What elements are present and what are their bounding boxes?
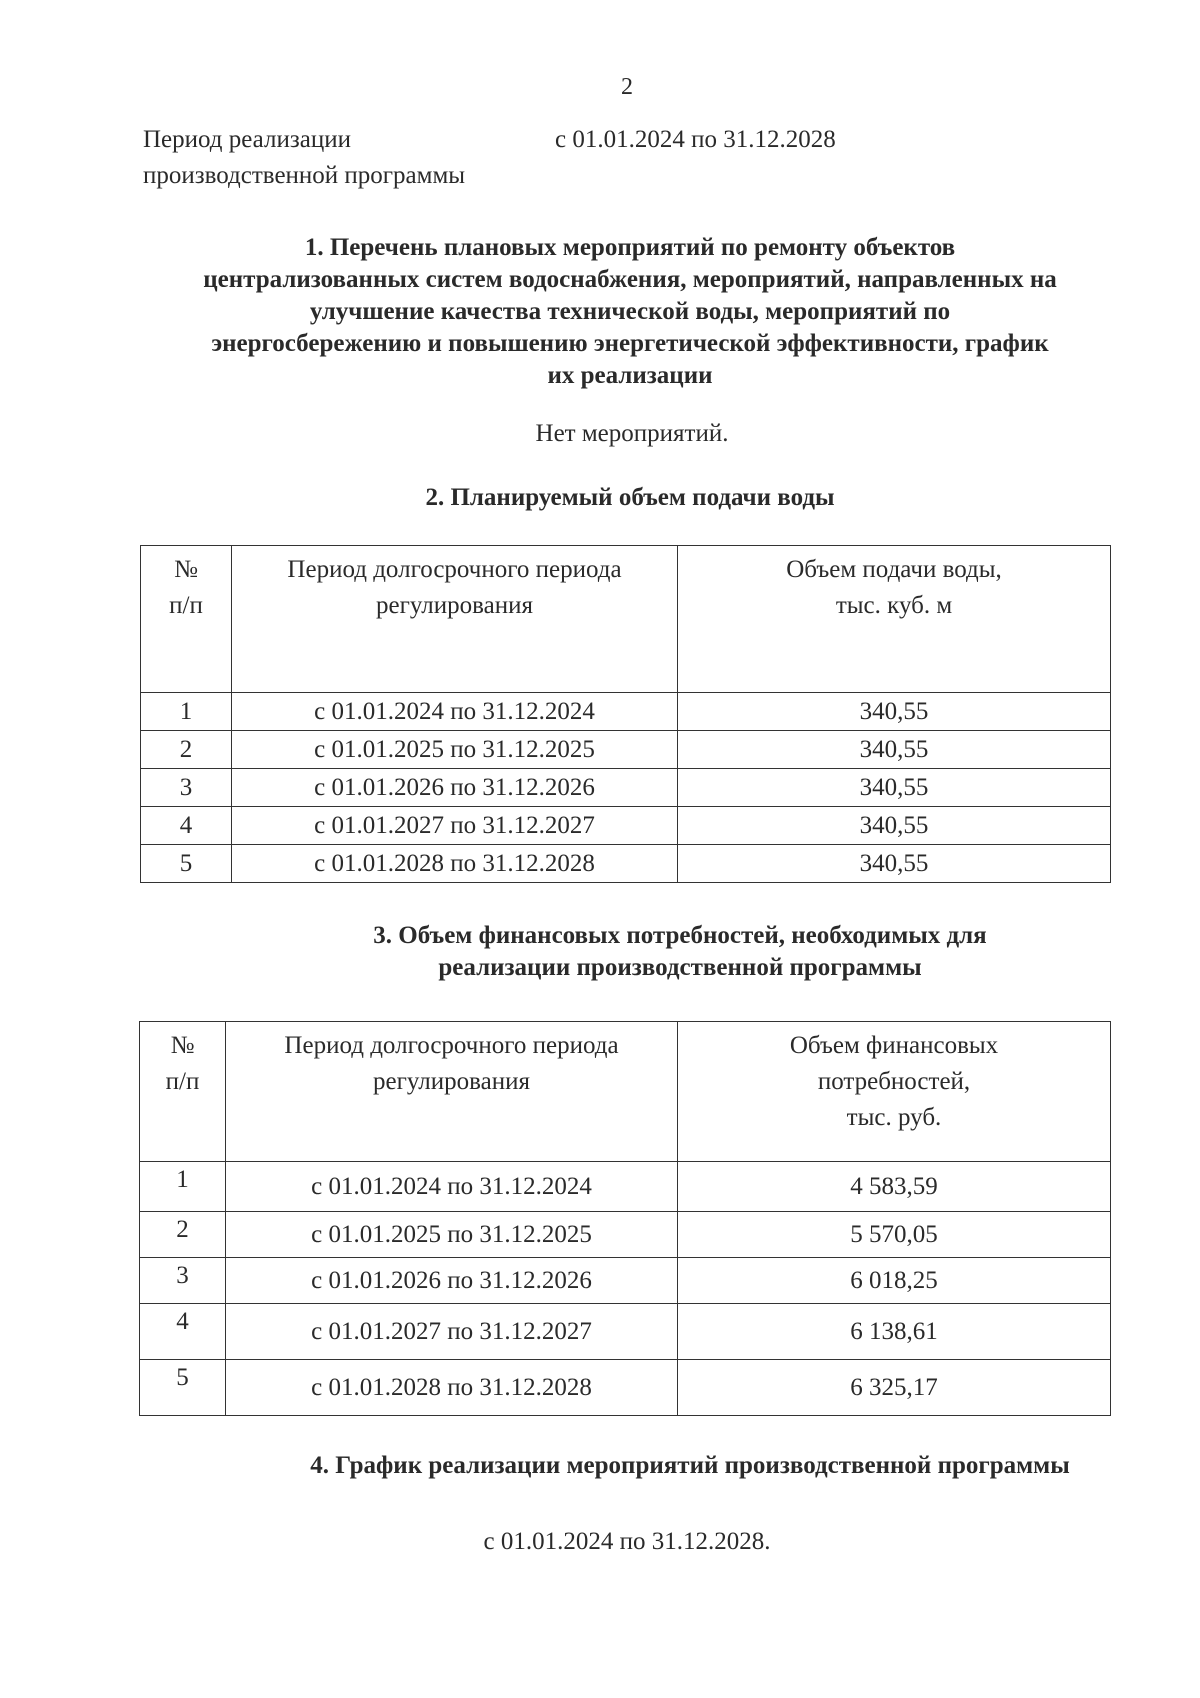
row-value: 5 570,05 (678, 1212, 1111, 1258)
row-value: 6 325,17 (678, 1360, 1111, 1416)
section1-title (120, 232, 1140, 392)
section1-text: Нет мероприятий. (535, 420, 729, 447)
row-value: 340,55 (678, 845, 1111, 883)
table-row (141, 731, 1111, 769)
section1-title-line: 1. Перечень плановых мероприятий по ремонту объектов (304, 234, 956, 261)
row-period: с 01.01.2025 по 31.12.2025 (232, 731, 678, 769)
section1-title-line: централизованных систем водоснабжения, мероприятий, направленных на (203, 266, 1057, 293)
row-value: 340,55 (678, 731, 1111, 769)
row-value: 6 018,25 (678, 1258, 1111, 1304)
section3-title (170, 920, 1190, 984)
header-num-line1: № (170, 1032, 195, 1059)
row-period: с 01.01.2027 по 31.12.2027 (232, 807, 678, 845)
header-num-line1: № (174, 556, 198, 583)
table-row (140, 1258, 1111, 1304)
header-value-line1: Объем финансовых (789, 1032, 999, 1059)
row-period: с 01.01.2025 по 31.12.2025 (226, 1212, 678, 1258)
header-value (678, 546, 1111, 693)
header-value-line2: потребностей, (817, 1068, 971, 1095)
table-header-row (140, 1022, 1111, 1162)
row-num: 3 (140, 1258, 226, 1304)
row-num: 3 (141, 769, 232, 807)
table-row (141, 693, 1111, 731)
header-period-line1: Период долгосрочного периода (284, 1032, 619, 1059)
header-num-line2: п/п (169, 592, 203, 619)
row-num: 5 (141, 845, 232, 883)
row-value: 340,55 (678, 693, 1111, 731)
section3-title-line2: реализации производственной программы (438, 954, 922, 981)
section1-title-line: улучшение качества технической воды, мероприятий по (309, 298, 951, 325)
header-value-line1: Объем подачи воды, (786, 556, 1002, 583)
row-value: 340,55 (678, 807, 1111, 845)
table-row (141, 845, 1111, 883)
header-value-line2: тыс. куб. м (835, 592, 953, 619)
header-period-line1: Период долгосрочного периода (287, 556, 622, 583)
period-label-line2: производственной программы (143, 162, 466, 189)
table-row (140, 1304, 1111, 1360)
section4-text: с 01.01.2024 по 31.12.2028. (483, 1528, 771, 1555)
row-value: 6 138,61 (678, 1304, 1111, 1360)
row-period: с 01.01.2028 по 31.12.2028 (232, 845, 678, 883)
row-num: 1 (141, 693, 232, 731)
header-period-line2: регулирования (373, 1068, 530, 1095)
period-label-line1: Период реализации (143, 126, 351, 153)
table-row (140, 1162, 1111, 1212)
header-period (232, 546, 678, 693)
water-volume-table (140, 545, 1111, 883)
table-row (141, 769, 1111, 807)
row-period: с 01.01.2024 по 31.12.2024 (226, 1162, 678, 1212)
section4-title: 4. График реализации мероприятий производственной программы (310, 1452, 1070, 1479)
financial-needs-table (139, 1021, 1111, 1416)
row-period: с 01.01.2027 по 31.12.2027 (226, 1304, 678, 1360)
row-period: с 01.01.2026 по 31.12.2026 (232, 769, 678, 807)
header-value-line3: тыс. руб. (846, 1104, 942, 1131)
row-num: 1 (140, 1162, 226, 1212)
row-value: 340,55 (678, 769, 1111, 807)
row-num: 4 (141, 807, 232, 845)
row-num: 2 (140, 1212, 226, 1258)
period-label (143, 122, 465, 194)
row-num: 2 (141, 731, 232, 769)
row-num: 4 (140, 1304, 226, 1360)
header-value (678, 1022, 1111, 1162)
section2-title: 2. Планируемый объем подачи воды (425, 484, 835, 511)
section3-title-line1: 3. Объем финансовых потребностей, необходимых для (373, 922, 987, 949)
row-period: с 01.01.2024 по 31.12.2024 (232, 693, 678, 731)
section1-title-line: их реализации (547, 362, 713, 389)
header-period-line2: регулирования (376, 592, 533, 619)
table-row (141, 807, 1111, 845)
period-value: с 01.01.2024 по 31.12.2028 (555, 126, 836, 153)
row-period: с 01.01.2026 по 31.12.2026 (226, 1258, 678, 1304)
table-row (140, 1212, 1111, 1258)
row-period: с 01.01.2028 по 31.12.2028 (226, 1360, 678, 1416)
section1-title-line: энергосбережению и повышению энергетической эффективности, график (211, 330, 1049, 357)
header-period (226, 1022, 678, 1162)
page-number: 2 (621, 74, 633, 100)
header-num (140, 1022, 226, 1162)
row-num: 5 (140, 1360, 226, 1416)
header-num (141, 546, 232, 693)
table-header-row (141, 546, 1111, 693)
row-value: 4 583,59 (678, 1162, 1111, 1212)
header-num-line2: п/п (165, 1068, 200, 1095)
table-row (140, 1360, 1111, 1416)
